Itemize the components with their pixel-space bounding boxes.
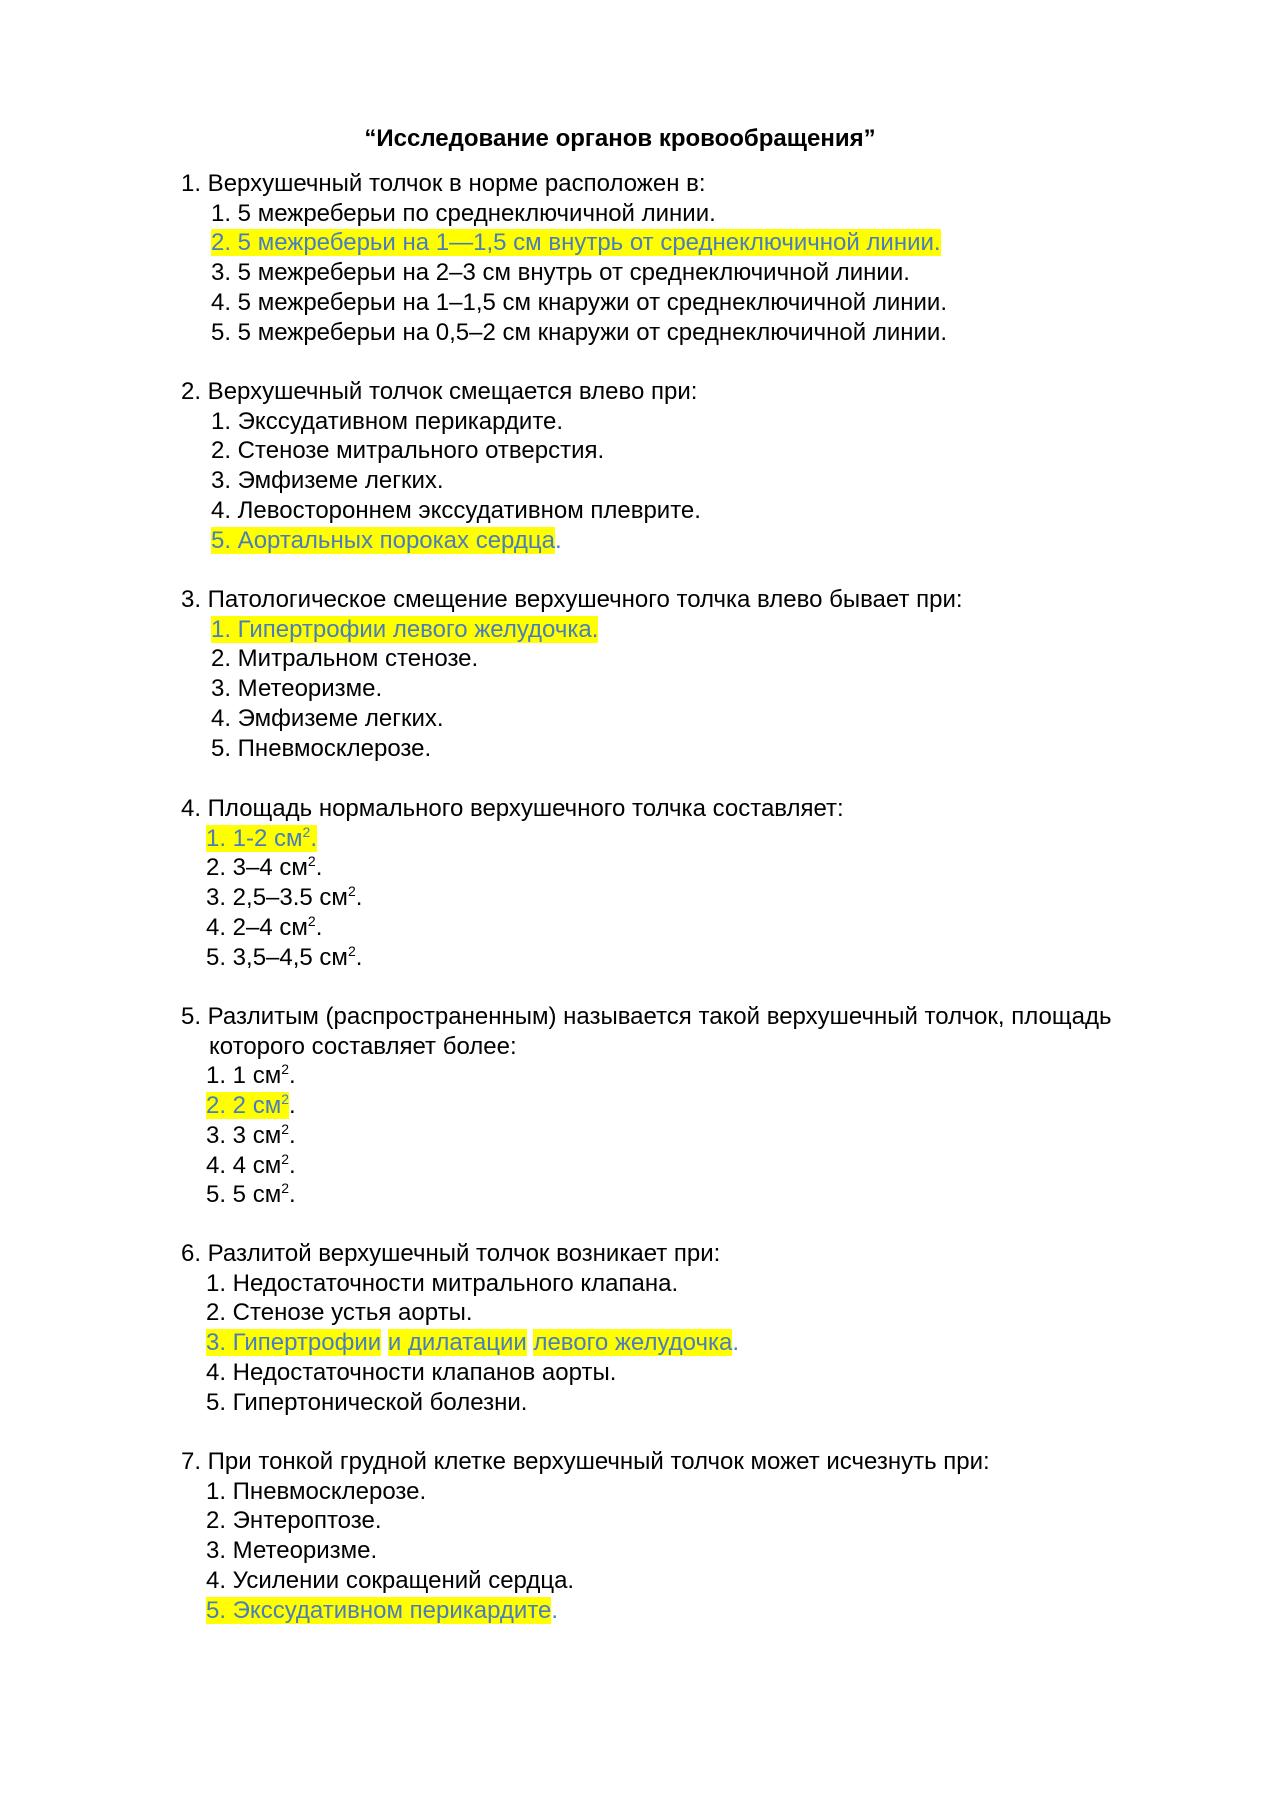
answer-highlight: и дилатации	[387, 1329, 527, 1357]
answer-highlight: 2. 5 межреберьи на 1—1,5 см внутрь от среднеключичной линии.	[211, 229, 941, 257]
option-5: 5. 5 межреберьи на 0,5–2 см кнаружи от среднеключичной линии.	[211, 318, 947, 346]
question-2	[181, 377, 1191, 555]
question-text: 3. Патологическое смещение верхушечного толчка влево бывает при:	[181, 586, 963, 613]
question-3	[181, 585, 1191, 763]
question-6	[181, 1239, 1191, 1417]
question-text: 5. Разлитым (распространенным) называется такой верхушечный толчок, площадь которого составляет более:	[181, 1003, 1112, 1060]
option-2: 2. Митральном стенозе.	[211, 645, 479, 673]
question-text: 7. При тонкой грудной клетке верхушечный толчок может исчезнуть при:	[181, 1448, 990, 1475]
question-1	[181, 169, 1191, 347]
option-1: 1. 1 $см^2$.	[206, 1061, 296, 1090]
document-title: “Исследование органов кровообращения”	[364, 125, 876, 152]
option-1: 1. Недостаточности митрального клапана.	[206, 1269, 679, 1297]
option-1-correct	[211, 615, 1191, 645]
answer-period: .	[551, 1596, 559, 1624]
answer-highlight: 2. 2 $см^2$	[206, 1091, 289, 1120]
option-2-correct: 2. 2 $см^2$.	[206, 1091, 296, 1120]
question-5	[181, 1002, 1191, 1210]
option-3-correct	[206, 1328, 1191, 1358]
answer-highlight: 1. Гипертрофии левого желудочка.	[211, 615, 599, 643]
option-2: 2. Энтероптозе.	[206, 1507, 382, 1535]
answer-highlight: левого желудочка	[533, 1329, 733, 1357]
option-4: 4. Эмфиземе легких.	[211, 704, 444, 732]
option-3: 3. 3 $см^2$.	[206, 1120, 296, 1149]
answer-highlight: 1. 1-2 $см^2$.	[206, 823, 318, 852]
option-3: 3. 5 межреберьи на 2–3 см внутрь от среднеключичной линии.	[211, 259, 910, 287]
option-5: 5. 3,5–4,5 $см^2$.	[206, 942, 363, 971]
option-3: 3. Эмфиземе легких.	[211, 467, 444, 495]
question-text: 6. Разлитой верхушечный толчок возникает при:	[181, 1240, 721, 1267]
option-4: 4. 2–4 $см^2$.	[206, 912, 323, 941]
answer-highlight: 3. Гипертрофии	[206, 1329, 382, 1357]
option-5-correct	[211, 526, 1191, 556]
question-text: 2. Верхушечный толчок смещается влево при:	[181, 378, 698, 405]
option-3: 3. Метеоризме.	[206, 1537, 378, 1565]
option-1-correct	[206, 824, 1191, 854]
question-4	[181, 794, 1191, 972]
option-2: 2. Стенозе митрального отверстия.	[211, 437, 605, 465]
option-5-correct	[206, 1596, 1191, 1626]
option-4: 4. Левостороннем экссудативном плеврите.	[211, 496, 701, 524]
question-text: 4. Площадь нормального верхушечного толчка составляет:	[181, 795, 844, 822]
option-5: 5. 5 $см^2$.	[206, 1180, 296, 1209]
answer-period: .	[554, 526, 562, 554]
answer-period: .	[732, 1329, 740, 1357]
option-1: 1. Экссудативном перикардите.	[211, 407, 564, 435]
option-5: 5. Пневмосклерозе.	[211, 734, 432, 762]
option-3: 3. 2,5–3.5 $см^2$.	[206, 883, 363, 912]
option-3: 3. Метеоризме.	[211, 675, 383, 703]
option-4: 4. 5 межреберьи на 1–1,5 см кнаружи от среднеключичной линии.	[211, 288, 947, 316]
question-text: 1. Верхушечный толчок в норме расположен в:	[181, 170, 706, 197]
option-4: 4. 4 $см^2$.	[206, 1150, 296, 1179]
answer-highlight: 5. Экссудативном перикардите	[206, 1596, 552, 1624]
option-2-correct	[211, 228, 1191, 258]
option-5: 5. Гипертонической болезни.	[206, 1388, 528, 1416]
option-2: 2. 3–4 $см^2$.	[206, 853, 323, 882]
option-1: 1. Пневмосклерозе.	[206, 1477, 427, 1505]
option-2: 2. Стенозе устья аорты.	[206, 1299, 473, 1327]
option-4: 4. Усилении сокращений сердца.	[206, 1566, 575, 1594]
question-7	[181, 1447, 1191, 1625]
option-4: 4. Недостаточности клапанов аорты.	[206, 1358, 617, 1386]
option-1: 1. 5 межреберьи по среднеключичной линии.	[211, 199, 716, 227]
answer-highlight: 5. Аортальных пороках сердца	[211, 526, 555, 554]
